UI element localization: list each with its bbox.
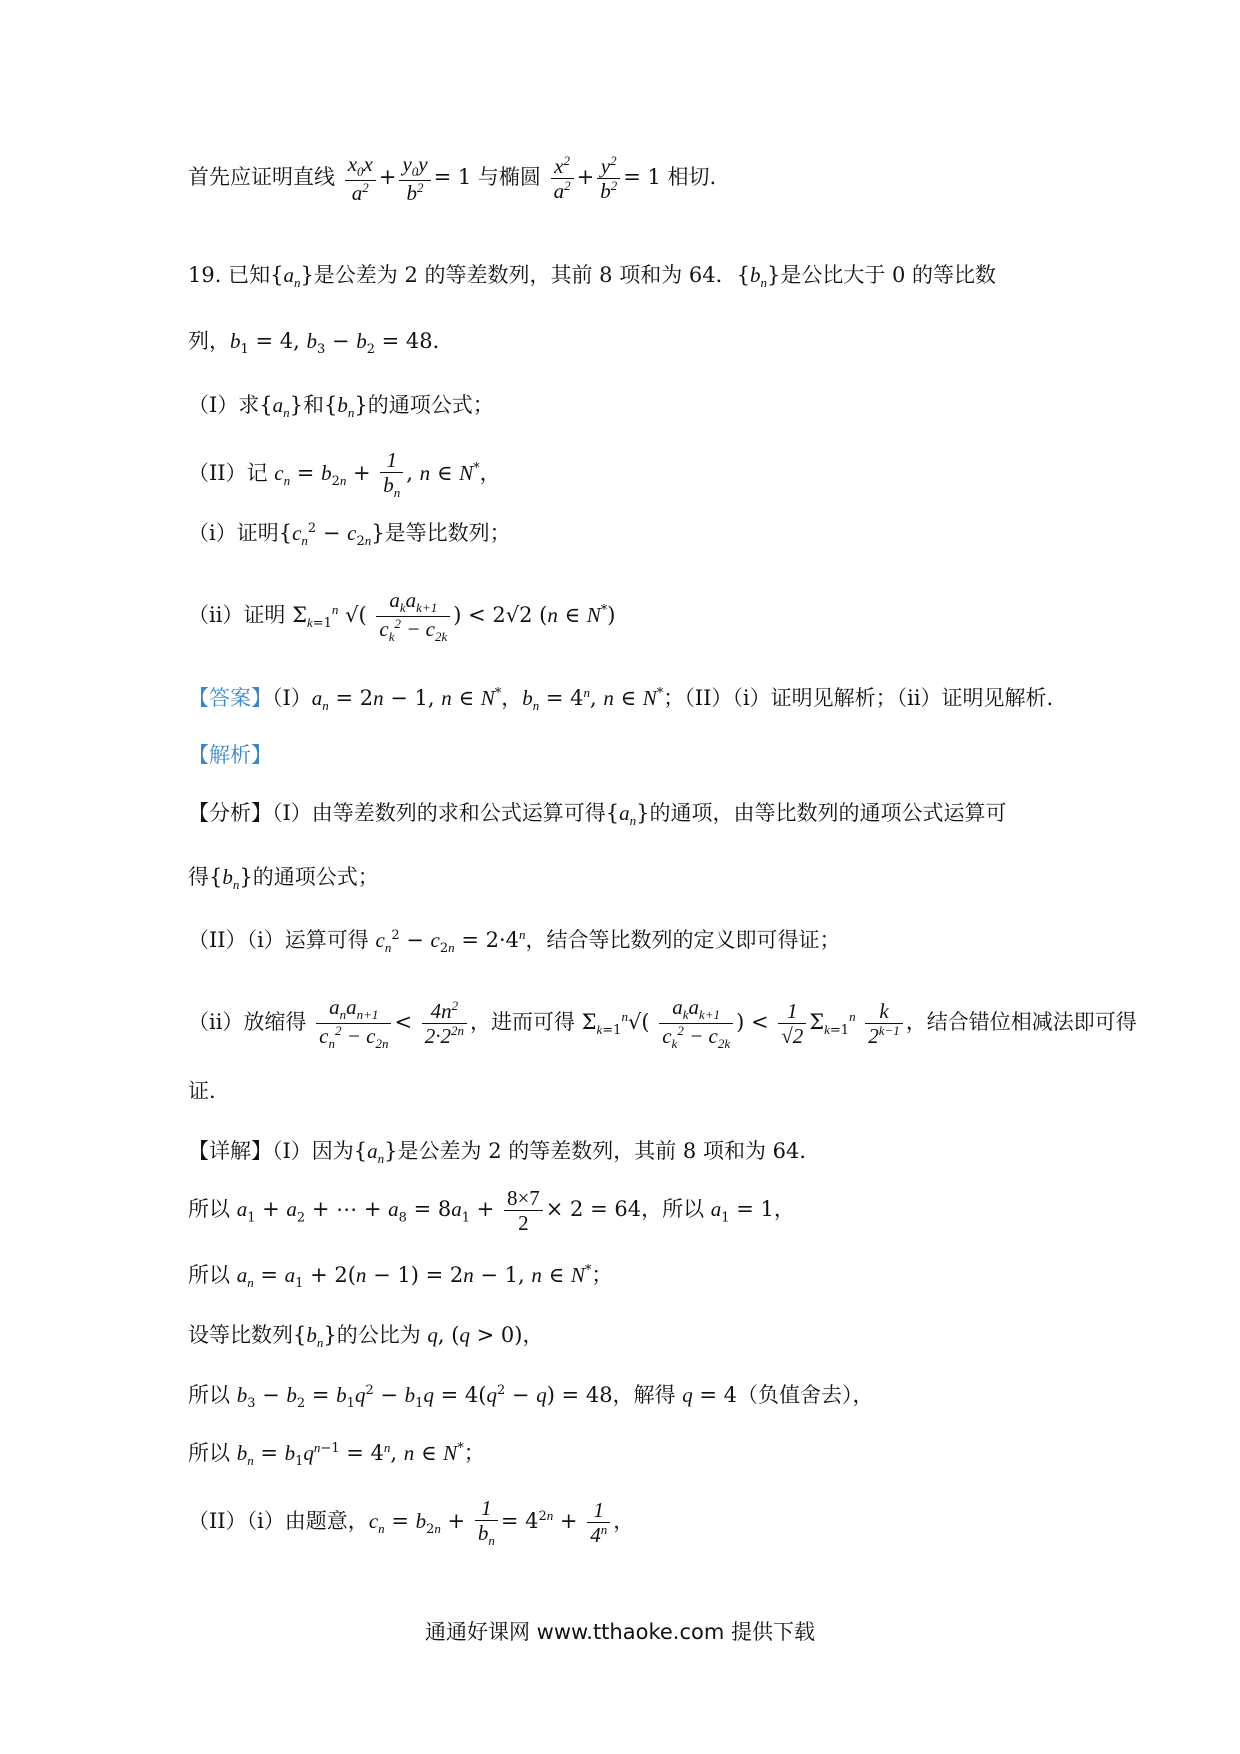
analysis-line: （II）（i）运算可得 $c_n^2 - c_{2n} = 2\cdot 4^n$，结合等比数列的定义即可得证； [188, 927, 841, 957]
detail-line: 设等比数列$\{b_n\}$的公比为 q, (q > 0)， [188, 1323, 544, 1351]
fraction: $\frac{1}{b_n}$ [380, 448, 403, 501]
detail-line: 所以 $a_n = a_1 + 2(n - 1) = 2n - 1$, n ∈ N*； [188, 1263, 613, 1292]
detail-line: 所以 $a_1 + a_2$ + ⋯ + $a_8 = 8a_1$ + $\frac{8\times 7}{2}$ × 2 = 64，所以 $a_1 = 1$， [188, 1186, 795, 1236]
statement-line: 首先应证明直线 $\frac{x_0x}{a^2}$ + $\frac{y_0y}{b^2}$ = 1 与椭圆 $\frac{x^2}{a^2}$ + $\frac{y^2}{b^2}$ = 1 相切. [188, 152, 717, 206]
answer-line: 【答案】$(I)a_n = 2n - 1$, n ∈ N*，$b_n = 4^n$, n ∈ N*；（II）（i）证明见解析；（ii）证明见解析. [188, 685, 1054, 714]
page-footer: 通通好课网 www.tthaoke.com 提供下载 [425, 1620, 815, 1644]
fraction: $\frac{k}{2^{k-1}}$ [865, 999, 903, 1048]
fraction: $\frac{1}{b_n}$ [475, 1496, 498, 1549]
analysis-line: 【分析】（I）由等差数列的求和公式运算可得$\{a_n\}$的通项，由等比数列的通项公式运算可 [188, 801, 1007, 829]
problem-line: 列，$b_1 = 4$, $b_3 - b_2 = 48$． [188, 329, 454, 358]
analysis-heading [188, 742, 272, 769]
fraction: $\frac{1}{√2}$ [778, 999, 806, 1048]
detail-line: （II）（i）由题意，$c_n = b_{2n}$ + $\frac{1}{b_n}$ = $4^{2n}$ + $\frac{1}{4^n}$ ， [188, 1496, 635, 1549]
fraction: $\frac{y_0y}{b^2}$ [399, 152, 430, 205]
analysis-line: （ii）放缩得 $\frac{a_na_{n+1}}{c_n^2 - c_{2n}}$ < $\frac{4n^2}{2\cdot 2^{2n}}$ ，进而可得 $\Sigma_{k=1}^n√$( $\frac{a_ka_{k+1}}{c_k^2 - c_{2k}}$ ) < $\frac{1}{√2}$ $\Sigma_{k=1}^n$ $\frac{k}{2^{k-1}}$ ，结合错位相减法即可得 [188, 995, 1137, 1052]
fraction: $\frac{x_0x}{a^2}$ [345, 152, 376, 205]
analysis-line: 证. [188, 1079, 216, 1103]
problem-part-2: （II）记 $c_n = b_{2n}$ + $\frac{1}{b_n}$ , n ∈ N*， [188, 448, 501, 501]
fraction: $\frac{y^2}{b^2}$ [597, 154, 620, 203]
fraction: $\frac{1}{4^n}$ [587, 1498, 610, 1547]
problem-line: 19. 已知$\{a_n\}$是公差为 2 的等差数列，其前 8 项和为 64．$\{b_n\}$是公比大于 0 的等比数 [188, 263, 997, 291]
detail-line: 所以 $b_3 - b_2 = b_1q^2 - b_1q = 4(q^2 - q) = 48$，解得 q = 4（负值舍去）， [188, 1383, 874, 1412]
problem-part-1: （I）求$\{a_n\}$和$\{b_n\}$的通项公式； [188, 393, 494, 421]
fraction: $\frac{x^2}{a^2}$ [551, 154, 574, 203]
analysis-label: 【解析】 [188, 743, 272, 767]
fraction: $\frac{8\times 7}{2}$ [504, 1186, 543, 1235]
problem-part-2-i: （i）证明$\{c_n^2 - c_{2n}\}$是等比数列； [188, 521, 511, 550]
answer-label: 【答案】 [188, 686, 272, 710]
analysis-line: 得$\{b_n\}$的通项公式； [188, 865, 379, 893]
fraction: $\frac{a_na_{n+1}}{c_n^2 - c_{2n}}$ [316, 995, 391, 1052]
detail-line: 【详解】（I）因为$\{a_n\}$是公差为 2 的等差数列，其前 8 项和为 64． [188, 1139, 821, 1167]
detail-line: 所以 $b_n = b_1q^{n-1} = 4^n$, n ∈ N*； [188, 1440, 485, 1470]
problem-part-2-ii: （ii）证明 $\Sigma_{k=1}^n$ √( $\frac{a_ka_{k+1}}{c_k^2 - c_{2k}}$ ) < 2√2 (n ∈ N*) [188, 588, 616, 645]
fraction: $\frac{a_ka_{k+1}}{c_k^2 - c_{2k}}$ [376, 588, 450, 645]
fraction: $\frac{a_ka_{k+1}}{c_k^2 - c_{2k}}$ [659, 995, 733, 1052]
fraction: $\frac{4n^2}{2\cdot 2^{2n}}$ [422, 999, 467, 1048]
